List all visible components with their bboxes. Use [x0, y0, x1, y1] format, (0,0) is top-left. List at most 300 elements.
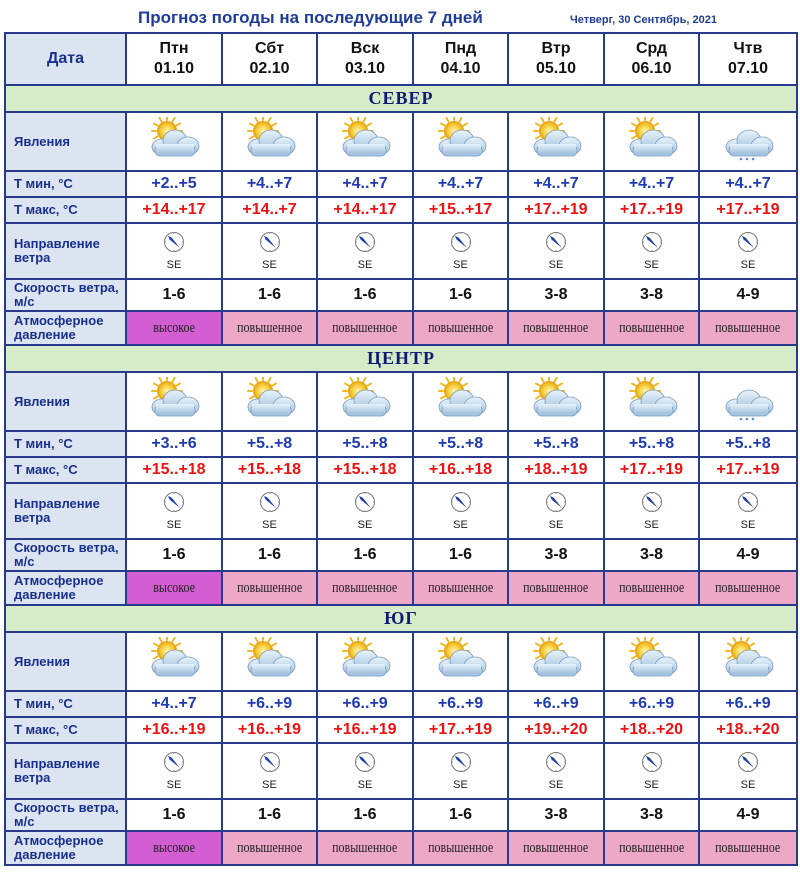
compass-arrow-icon: [163, 231, 185, 258]
region-title: ЦЕНТР: [5, 345, 797, 372]
compass-arrow-icon: [641, 491, 663, 518]
day-name: Вск: [350, 40, 380, 57]
tmin-cell: [222, 691, 317, 717]
pressure-value: повышенное: [618, 580, 685, 596]
pressure-value: повышенное: [715, 580, 781, 596]
wind-direction: [545, 491, 567, 531]
tmax-value: +14..+17: [142, 201, 206, 218]
pressure-row: [5, 831, 797, 865]
wind-speed-cell: [508, 799, 604, 831]
pressure-cell: [317, 311, 413, 345]
tmax-label: Т макс, °С: [5, 717, 126, 743]
wind-direction: [737, 751, 759, 791]
tmax-value: +15..+17: [428, 201, 493, 218]
tmax-value: +15..+18: [142, 461, 206, 478]
tmin-row: [5, 691, 797, 717]
tmax-cell: [317, 717, 413, 743]
wind-speed-cell: [604, 279, 699, 311]
wind-speed-cell: [413, 279, 508, 311]
tmax-cell: [508, 457, 604, 483]
wind-direction-value: SE: [740, 519, 756, 531]
day-name: Срд: [635, 40, 668, 57]
tmax-cell: [508, 717, 604, 743]
wind-speed-label: Скорость ветра, м/с: [5, 539, 126, 571]
wind-speed-cell: [126, 539, 222, 571]
tmin-value: +4..+7: [628, 175, 675, 192]
pressure-cell: [508, 311, 604, 345]
pressure-cell: [222, 571, 317, 605]
pressure-value: повышенное: [523, 320, 589, 336]
partly-cloudy-icon: [432, 117, 490, 166]
partly-cloudy-icon: [432, 637, 490, 686]
tmin-value: +4..+7: [246, 175, 293, 192]
wind-speed-cell: [699, 539, 797, 571]
pressure-cell: [699, 831, 797, 865]
region-header-row: [5, 605, 797, 632]
pressure-value: повышенное: [618, 320, 685, 336]
wind-speed-value: 4-9: [736, 286, 760, 303]
partly-cloudy-icon: [527, 377, 585, 426]
current-date: Четверг, 30 Сентябрь, 2021: [570, 14, 717, 26]
wind-speed-value: 1-6: [162, 806, 186, 823]
pressure-cell: [126, 311, 222, 345]
wind-direction-value: SE: [644, 519, 659, 531]
weather-cell: [508, 372, 604, 431]
wind-direction: [737, 231, 759, 271]
wind-direction-value: SE: [166, 519, 182, 531]
tmax-value: +19..+20: [524, 721, 588, 738]
tmin-value: +4..+7: [342, 175, 388, 192]
pressure-row: [5, 311, 797, 345]
partly-cloudy-icon: [145, 377, 203, 426]
pressure-cell: [126, 571, 222, 605]
day-name: Втр: [541, 40, 571, 57]
wind-speed-value: 1-6: [162, 546, 186, 563]
wind-speed-value: 1-6: [448, 806, 473, 823]
tmin-label: Т мин, °С: [5, 691, 126, 717]
region-header-row: [5, 85, 797, 112]
pressure-row: [5, 571, 797, 605]
pressure-value: повышенное: [332, 840, 398, 856]
pressure-value: высокое: [153, 840, 195, 856]
tmin-value: +6..+9: [725, 695, 771, 712]
pressure-value: высокое: [153, 580, 195, 596]
wind-speed-value: 3-8: [639, 806, 664, 823]
wind-direction-cell: [126, 483, 222, 539]
tmin-cell: [699, 691, 797, 717]
wind-speed-value: 3-8: [544, 546, 568, 563]
tmin-cell: [317, 691, 413, 717]
weather-cell: [317, 112, 413, 171]
tmax-cell: [604, 457, 699, 483]
wind-speed-row: [5, 539, 797, 571]
tmax-value: +17..+19: [619, 201, 684, 218]
tmin-cell: [126, 171, 222, 197]
tmin-value: +4..+7: [533, 175, 579, 192]
wind-direction: [450, 231, 472, 271]
wind-direction: [259, 751, 281, 791]
pressure-cell: [413, 311, 508, 345]
partly-cloudy-icon: [241, 117, 299, 166]
date-column-header: Дата: [5, 33, 126, 85]
wind-direction-label: Направление ветра: [5, 743, 126, 799]
pressure-cell: [604, 571, 699, 605]
wind-direction: [354, 491, 376, 531]
wind-direction-value: SE: [644, 779, 659, 791]
day-header: [222, 33, 317, 85]
pressure-cell: [222, 311, 317, 345]
compass-arrow-icon: [259, 491, 281, 518]
tmin-value: +4..+7: [151, 695, 197, 712]
pressure-cell: [604, 311, 699, 345]
wind-direction-cell: [317, 743, 413, 799]
pressure-cell: [413, 831, 508, 865]
wind-speed-cell: [413, 799, 508, 831]
compass-arrow-icon: [545, 751, 567, 778]
wind-speed-cell: [699, 279, 797, 311]
wind-direction-value: SE: [262, 519, 277, 531]
weather-cell: [604, 112, 699, 171]
wind-direction-value: SE: [453, 519, 468, 531]
wind-direction-cell: [126, 223, 222, 279]
cloudy-light-snow-icon: [719, 377, 777, 426]
pressure-label: Атмосферное давление: [5, 311, 126, 345]
page-title: Прогноз погоды на последующие 7 дней: [138, 8, 483, 27]
partly-cloudy-icon: [623, 117, 681, 166]
wind-speed-cell: [222, 799, 317, 831]
weather-cell: [413, 632, 508, 691]
wind-direction-value: SE: [262, 779, 277, 791]
compass-arrow-icon: [545, 231, 567, 258]
wind-speed-value: 1-6: [353, 286, 377, 303]
tmin-value: +6..+9: [437, 695, 484, 712]
tmin-label: Т мин, °С: [5, 171, 126, 197]
compass-arrow-icon: [737, 491, 759, 518]
weather-cell: [508, 632, 604, 691]
tmin-value: +5..+8: [628, 435, 675, 452]
pressure-cell: [604, 831, 699, 865]
wind-direction-value: SE: [166, 259, 182, 271]
compass-arrow-icon: [163, 491, 185, 518]
wind-speed-value: 3-8: [639, 546, 664, 563]
compass-arrow-icon: [259, 751, 281, 778]
partly-cloudy-icon: [527, 117, 585, 166]
weather-cell: [699, 632, 797, 691]
tmin-value: +5..+8: [533, 435, 579, 452]
page-header: [0, 0, 800, 32]
tmax-cell: [126, 457, 222, 483]
wind-direction: [259, 231, 281, 271]
wind-direction-value: SE: [548, 779, 564, 791]
wind-direction-value: SE: [453, 259, 468, 271]
wind-speed-value: 1-6: [257, 806, 282, 823]
wind-direction-cell: [222, 223, 317, 279]
wind-direction: [259, 491, 281, 531]
day-name: Пнд: [444, 40, 477, 57]
wind-speed-value: 1-6: [448, 286, 473, 303]
tmax-label: Т макс, °С: [5, 457, 126, 483]
pressure-label: Атмосферное давление: [5, 831, 126, 865]
wind-direction-cell: [699, 743, 797, 799]
pressure-value: повышенное: [332, 580, 398, 596]
day-header: [317, 33, 413, 85]
tmin-value: +3..+6: [151, 435, 197, 452]
tmin-cell: [222, 431, 317, 457]
wind-direction-cell: [222, 743, 317, 799]
wind-speed-cell: [222, 539, 317, 571]
day-name: Птн: [159, 40, 189, 57]
partly-cloudy-icon: [432, 377, 490, 426]
tmin-label: Т мин, °С: [5, 431, 126, 457]
weather-cell: [699, 112, 797, 171]
tmax-value: +16..+18: [428, 461, 493, 478]
tmin-cell: [413, 431, 508, 457]
partly-cloudy-icon: [145, 637, 203, 686]
pressure-value: повышенное: [427, 840, 494, 856]
weather-cell: [508, 112, 604, 171]
phenomena-row: [5, 632, 797, 691]
tmax-cell: [699, 197, 797, 223]
tmin-cell: [508, 431, 604, 457]
wind-direction-value: SE: [166, 779, 182, 791]
wind-direction: [641, 751, 663, 791]
pressure-value: повышенное: [715, 840, 781, 856]
tmax-row: [5, 717, 797, 743]
wind-direction-value: SE: [357, 779, 373, 791]
region-title: СЕВЕР: [5, 85, 797, 112]
wind-direction-cell: [413, 743, 508, 799]
tmax-cell: [413, 717, 508, 743]
tmin-cell: [413, 171, 508, 197]
tmin-cell: [317, 171, 413, 197]
day-date: 02.10: [249, 60, 290, 77]
wind-speed-value: 1-6: [353, 806, 377, 823]
compass-arrow-icon: [450, 491, 472, 518]
partly-cloudy-icon: [145, 117, 203, 166]
partly-cloudy-icon: [527, 637, 585, 686]
tmax-cell: [508, 197, 604, 223]
tmax-cell: [604, 717, 699, 743]
pressure-label: Атмосферное давление: [5, 571, 126, 605]
compass-arrow-icon: [641, 751, 663, 778]
wind-speed-cell: [413, 539, 508, 571]
day-name: Сбт: [254, 40, 285, 57]
tmax-value: +18..+20: [716, 721, 780, 738]
wind-direction-cell: [317, 483, 413, 539]
weather-cell: [413, 112, 508, 171]
wind-speed-value: 1-6: [448, 546, 473, 563]
wind-direction: [354, 751, 376, 791]
compass-arrow-icon: [737, 231, 759, 258]
wind-direction: [737, 491, 759, 531]
wind-speed-cell: [126, 799, 222, 831]
tmin-cell: [508, 171, 604, 197]
pressure-cell: [508, 571, 604, 605]
wind-speed-value: 4-9: [736, 546, 760, 563]
pressure-value: повышенное: [715, 320, 781, 336]
wind-direction-value: SE: [262, 259, 277, 271]
tmax-value: +17..+19: [619, 461, 684, 478]
compass-arrow-icon: [354, 231, 376, 258]
pressure-cell: [508, 831, 604, 865]
wind-speed-cell: [317, 539, 413, 571]
weather-cell: [317, 372, 413, 431]
pressure-value: повышенное: [427, 320, 494, 336]
pressure-value: повышенное: [332, 320, 398, 336]
wind-speed-label: Скорость ветра, м/с: [5, 279, 126, 311]
tmin-value: +6..+9: [628, 695, 675, 712]
partly-cloudy-icon: [241, 637, 299, 686]
wind-direction-row: [5, 223, 797, 279]
weather-cell: [126, 112, 222, 171]
days-header-row: [5, 33, 797, 85]
day-date: 07.10: [727, 60, 769, 77]
day-header: [604, 33, 699, 85]
tmin-cell: [699, 431, 797, 457]
tmax-value: +17..+19: [716, 461, 780, 478]
pressure-cell: [317, 571, 413, 605]
pressure-cell: [317, 831, 413, 865]
tmin-value: +4..+7: [437, 175, 484, 192]
tmax-row: [5, 457, 797, 483]
wind-speed-cell: [604, 799, 699, 831]
day-header: [699, 33, 797, 85]
partly-cloudy-icon: [719, 637, 777, 686]
weather-cell: [604, 372, 699, 431]
tmin-row: [5, 171, 797, 197]
wind-direction-cell: [508, 223, 604, 279]
pressure-cell: [126, 831, 222, 865]
tmax-cell: [699, 457, 797, 483]
wind-direction-row: [5, 743, 797, 799]
wind-speed-cell: [604, 539, 699, 571]
day-date: 03.10: [344, 60, 386, 77]
wind-speed-row: [5, 799, 797, 831]
wind-direction-cell: [699, 483, 797, 539]
wind-speed-value: 1-6: [257, 286, 282, 303]
wind-direction-cell: [126, 743, 222, 799]
pressure-cell: [222, 831, 317, 865]
wind-direction-value: SE: [548, 519, 564, 531]
tmax-cell: [222, 197, 317, 223]
wind-direction: [450, 751, 472, 791]
wind-direction-value: SE: [357, 519, 373, 531]
day-date: 01.10: [153, 60, 195, 77]
wind-direction: [354, 231, 376, 271]
pressure-value: повышенное: [618, 840, 685, 856]
tmax-value: +18..+20: [619, 721, 684, 738]
cloudy-light-snow-icon: [719, 117, 777, 166]
tmin-value: +5..+8: [437, 435, 484, 452]
pressure-value: повышенное: [427, 580, 494, 596]
wind-direction: [545, 231, 567, 271]
tmin-cell: [508, 691, 604, 717]
tmax-cell: [317, 457, 413, 483]
weather-cell: [222, 372, 317, 431]
wind-speed-cell: [317, 799, 413, 831]
partly-cloudy-icon: [336, 377, 394, 426]
tmin-value: +2..+5: [151, 175, 197, 192]
tmin-cell: [604, 171, 699, 197]
tmax-cell: [413, 457, 508, 483]
tmin-cell: [604, 691, 699, 717]
wind-direction: [545, 751, 567, 791]
wind-direction: [450, 491, 472, 531]
tmax-value: +16..+19: [237, 721, 302, 738]
wind-direction-cell: [604, 483, 699, 539]
wind-direction-row: [5, 483, 797, 539]
wind-speed-cell: [699, 799, 797, 831]
compass-arrow-icon: [450, 231, 472, 258]
weather-cell: [604, 632, 699, 691]
wind-speed-value: 3-8: [544, 286, 568, 303]
compass-arrow-icon: [163, 751, 185, 778]
weather-cell: [222, 632, 317, 691]
day-date: 04.10: [440, 60, 481, 77]
weather-cell: [317, 632, 413, 691]
weather-cell: [222, 112, 317, 171]
wind-direction-value: SE: [548, 259, 564, 271]
phenomena-label: Явления: [5, 372, 126, 431]
compass-arrow-icon: [641, 231, 663, 258]
weather-cell: [699, 372, 797, 431]
partly-cloudy-icon: [336, 637, 394, 686]
tmax-label: Т макс, °С: [5, 197, 126, 223]
tmin-cell: [604, 431, 699, 457]
day-header: [126, 33, 222, 85]
wind-speed-cell: [222, 279, 317, 311]
wind-speed-value: 1-6: [162, 286, 186, 303]
pressure-value: повышенное: [236, 320, 303, 336]
wind-speed-cell: [317, 279, 413, 311]
tmax-cell: [126, 197, 222, 223]
compass-arrow-icon: [354, 751, 376, 778]
wind-direction-cell: [508, 483, 604, 539]
weather-cell: [413, 372, 508, 431]
tmax-cell: [604, 197, 699, 223]
partly-cloudy-icon: [623, 377, 681, 426]
weather-cell: [126, 632, 222, 691]
compass-arrow-icon: [737, 751, 759, 778]
compass-arrow-icon: [259, 231, 281, 258]
phenomena-label: Явления: [5, 112, 126, 171]
partly-cloudy-icon: [623, 637, 681, 686]
pressure-value: высокое: [153, 320, 195, 336]
tmax-value: +15..+18: [237, 461, 302, 478]
tmax-cell: [699, 717, 797, 743]
wind-direction-cell: [699, 223, 797, 279]
compass-arrow-icon: [450, 751, 472, 778]
wind-speed-cell: [508, 279, 604, 311]
tmax-value: +17..+19: [524, 201, 588, 218]
wind-speed-value: 3-8: [544, 806, 568, 823]
compass-arrow-icon: [354, 491, 376, 518]
wind-direction-value: SE: [644, 259, 659, 271]
tmin-value: +6..+9: [533, 695, 579, 712]
partly-cloudy-icon: [336, 117, 394, 166]
wind-speed-cell: [508, 539, 604, 571]
tmax-cell: [222, 457, 317, 483]
tmax-cell: [413, 197, 508, 223]
day-header: [413, 33, 508, 85]
tmax-value: +14..+17: [333, 201, 397, 218]
wind-direction-label: Направление ветра: [5, 483, 126, 539]
pressure-value: повышенное: [236, 580, 303, 596]
tmax-value: +16..+19: [142, 721, 206, 738]
phenomena-row: [5, 112, 797, 171]
tmax-value: +17..+19: [428, 721, 493, 738]
day-date: 05.10: [535, 60, 577, 77]
